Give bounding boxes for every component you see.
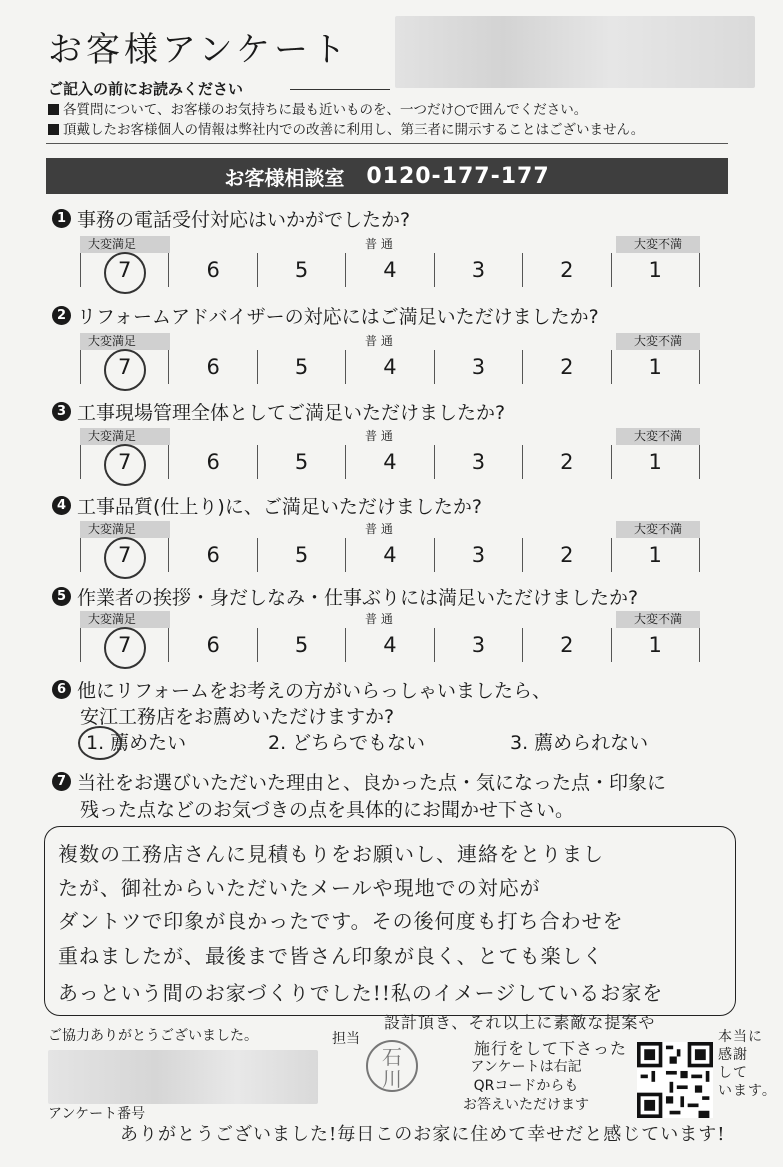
- rating-option[interactable]: 6: [168, 628, 256, 662]
- rating-option[interactable]: 7: [80, 350, 168, 384]
- rating-option[interactable]: 7: [80, 538, 168, 572]
- rating-option[interactable]: 2: [522, 350, 610, 384]
- rating-scale-3: 大変満足 普 通 大変不満 7 6 5 4 3 2 1: [80, 428, 700, 480]
- rating-option[interactable]: 1: [611, 628, 700, 662]
- rating-scale-2: 大変満足 普 通 大変不満 7 6 5 4 3 2 1: [80, 333, 700, 385]
- rating-option[interactable]: 3: [434, 253, 522, 287]
- rating-option[interactable]: 6: [168, 445, 256, 479]
- square-bullet-icon: [48, 124, 59, 135]
- rating-option[interactable]: 5: [257, 445, 345, 479]
- rating-option[interactable]: 4: [345, 350, 433, 384]
- rating-option[interactable]: 2: [522, 253, 610, 287]
- rating-option[interactable]: 5: [257, 350, 345, 384]
- comment-line: 複数の工務店さんに見積もりをお願いし、連絡をとりまし: [58, 842, 604, 866]
- question-7-line2: 残った点などのお気づきの点を具体的にお聞かせ下さい。: [80, 799, 575, 821]
- comment-line: 重ねましたが、最後まで皆さん印象が良く、とても楽しく: [58, 944, 604, 968]
- rating-option[interactable]: 4: [345, 253, 433, 287]
- option-2[interactable]: 2. どちらでもない: [268, 732, 425, 754]
- rating-option[interactable]: 6: [168, 350, 256, 384]
- divider: [290, 89, 390, 90]
- question-4: 4 工事品質(仕上り)に、ご満足いただけましたか?: [52, 492, 482, 519]
- rating-option[interactable]: 1: [611, 253, 700, 287]
- redacted-area: [395, 16, 755, 88]
- rating-option[interactable]: 4: [345, 538, 433, 572]
- comment-line: たが、御社からいただいたメールや現地での対応が: [58, 876, 541, 900]
- rating-option[interactable]: 1: [611, 538, 700, 572]
- square-bullet-icon: [48, 104, 59, 115]
- selection-circle: [104, 627, 146, 669]
- number-badge-icon: 2: [52, 306, 71, 325]
- survey-title: お客様アンケート: [48, 30, 350, 70]
- banner-label: お客様相談室: [224, 165, 345, 190]
- rating-option[interactable]: 3: [434, 538, 522, 572]
- survey-number-label: アンケート番号: [48, 1106, 146, 1122]
- selection-circle: [104, 252, 146, 294]
- rating-option[interactable]: 7: [80, 253, 168, 287]
- rating-option[interactable]: 3: [434, 445, 522, 479]
- question-7: 7 当社をお選びいただいた理由と、良かった点・気になった点・印象に: [52, 768, 666, 795]
- question-3: 3 工事現場管理全体としてご満足いただけましたか?: [52, 398, 505, 425]
- selection-circle: [78, 726, 122, 760]
- question-6-line2: 安江工務店をお薦めいただけますか?: [80, 706, 395, 728]
- comment-line: 施行をして下さった: [474, 1039, 628, 1058]
- rating-option[interactable]: 3: [434, 350, 522, 384]
- rating-scale-5: 大変満足 普 通 大変不満 7 6 5 4 3 2 1: [80, 611, 700, 663]
- rating-scale-1: 大変満足 普 通 大変不満 7 6 5 4 3 2 1: [80, 236, 700, 288]
- number-badge-icon: 4: [52, 496, 71, 515]
- rating-option[interactable]: 7: [80, 445, 168, 479]
- comment-closing: ありがとうございました!毎日このお家に住めて幸せだと感じています!: [120, 1124, 726, 1145]
- rating-option[interactable]: 5: [257, 628, 345, 662]
- number-badge-icon: 1: [52, 209, 71, 228]
- rating-option[interactable]: 6: [168, 538, 256, 572]
- rating-option[interactable]: 2: [522, 538, 610, 572]
- rating-option[interactable]: 7: [80, 628, 168, 662]
- rating-option[interactable]: 3: [434, 628, 522, 662]
- comment-line: ダントツで印象が良かったです。その後何度も打ち合わせを: [58, 909, 624, 933]
- selection-circle: [104, 349, 146, 391]
- rating-option[interactable]: 5: [257, 538, 345, 572]
- rating-option[interactable]: 4: [345, 628, 433, 662]
- question-6: 6 他にリフォームをお考えの方がいらっしゃいましたら、: [52, 676, 551, 703]
- phone-number: 0120-177-177: [366, 163, 550, 189]
- number-badge-icon: 7: [52, 772, 71, 791]
- rating-option[interactable]: 2: [522, 445, 610, 479]
- comment-line: 設計頂き、それ以上に素敵な提案や: [384, 1013, 656, 1032]
- option-3[interactable]: 3. 薦められない: [510, 732, 649, 754]
- rating-option[interactable]: 4: [345, 445, 433, 479]
- question-5: 5 作業者の挨拶・身だしなみ・仕事ぶりには満足いただけましたか?: [52, 583, 638, 610]
- number-badge-icon: 3: [52, 402, 71, 421]
- rating-option[interactable]: 6: [168, 253, 256, 287]
- rating-option[interactable]: 1: [611, 350, 700, 384]
- support-banner: [46, 158, 728, 194]
- selection-circle: [104, 537, 146, 579]
- qr-caption: アンケートは右記 QRコードからも お答えいただけます: [463, 1059, 589, 1113]
- question-2: 2 リフォームアドバイザーの対応にはご満足いただけましたか?: [52, 302, 599, 329]
- intro-note: 各質問について、お客様のお気持ちに最も近いものを、一つだけ○で囲んでください。: [48, 98, 587, 118]
- option-1[interactable]: 1. 薦めたい: [86, 732, 187, 754]
- intro-heading: ご記入の前にお読みください: [48, 80, 244, 98]
- comment-margin-note: 本当に 感謝 して います。: [718, 1029, 777, 1099]
- comment-line: あっという間のお家づくりでした!!私のイメージしているお家を: [58, 981, 664, 1005]
- rating-option[interactable]: 2: [522, 628, 610, 662]
- rating-option[interactable]: 5: [257, 253, 345, 287]
- staff-stamp: 石 川: [366, 1040, 418, 1092]
- thanks-text: ご協力ありがとうございました。: [48, 1028, 258, 1044]
- number-badge-icon: 6: [52, 680, 71, 699]
- question-1: 1 事務の電話受付対応はいかがでしたか?: [52, 205, 410, 232]
- selection-circle: [104, 444, 146, 486]
- rating-scale-4: 大変満足 普 通 大変不満 7 6 5 4 3 2 1: [80, 521, 700, 573]
- divider: [46, 143, 728, 144]
- redacted-area: [48, 1050, 318, 1104]
- rating-option[interactable]: 1: [611, 445, 700, 479]
- number-badge-icon: 5: [52, 587, 71, 606]
- staff-label: 担当: [332, 1031, 360, 1047]
- intro-note: 頂戴したお客様個人の情報は弊社内での改善に利用し、第三者に開示することはございません。: [48, 118, 644, 138]
- qr-code-icon[interactable]: [636, 1042, 714, 1118]
